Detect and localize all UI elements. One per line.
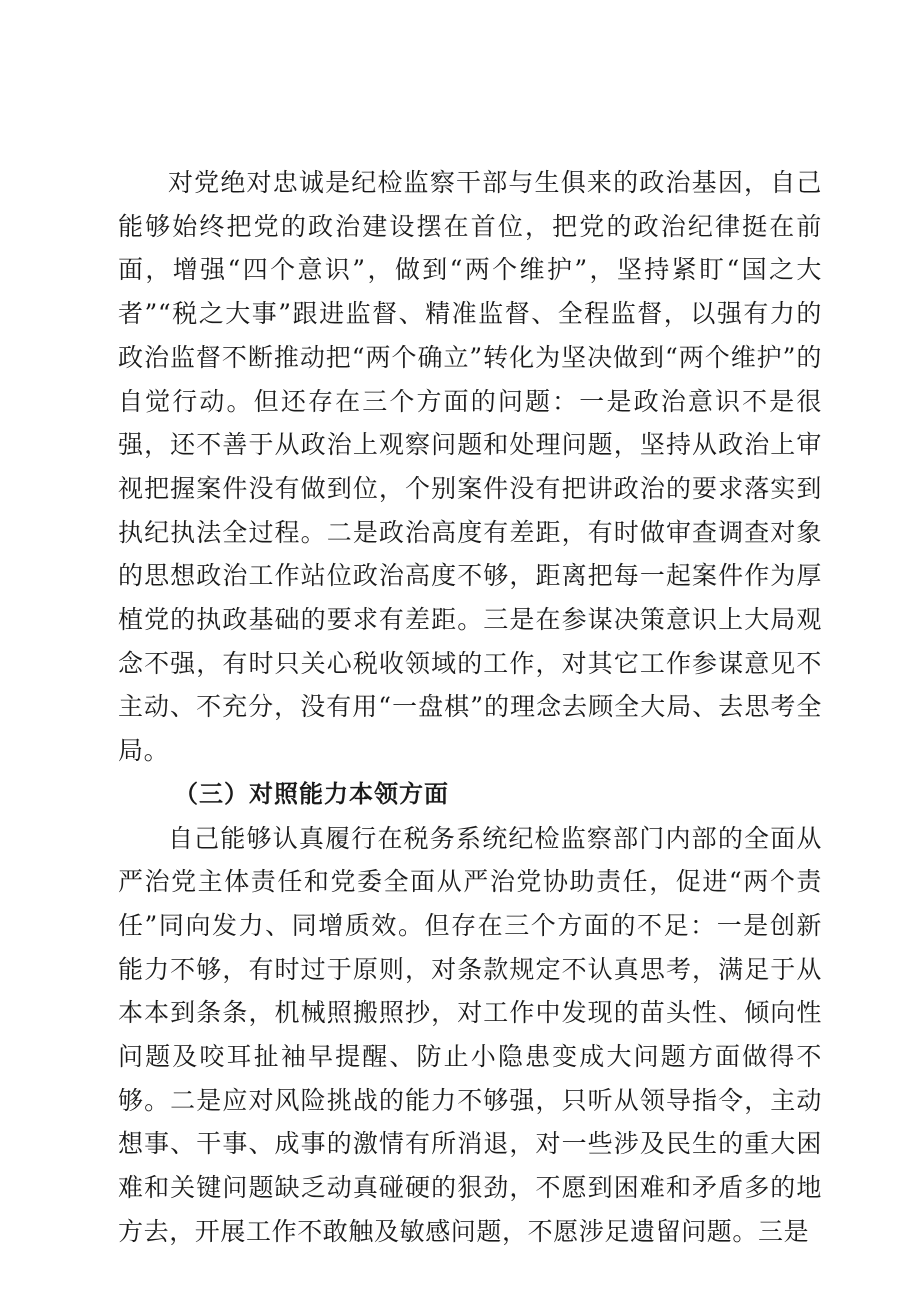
- paragraph-ability: 自己能够认真履行在税务系统纪检监察部门内部的全面从严治党主体责任和党委全面从严治党协助责任，促进“两个责任”同向发力、同增质效。但存在三个方面的不足：一是创新能力不够，有时过于原则，对条款规定不认真思考，满足于从本本到条条，机械照搬照抄，对工作中发现的苗头性、倾向性问题及咬耳扯袖早提醒、防止小隐患变成大问题方面做得不够。二是应对风险挑战的能力不够强，只听从领导指令，主动想事、干事、成事的激情有所消退，对一些涉及民生的重大困难和关键问题缺乏动真碰硬的狠劲，不愿到困难和矛盾多的地方去，开展工作不敢触及敏感问题，不愿涉足遗留问题。三是: [118, 823, 822, 1246]
- document-body: [118, 161, 822, 1254]
- section-heading-ability: （三）对照能力本领方面: [174, 779, 449, 808]
- paragraph-political-loyalty: 对党绝对忠诚是纪检监察干部与生俱来的政治基因，自己能够始终把党的政治建设摆在首位，把党的政治纪律挺在前面，增强“四个意识”，做到“两个维护”，坚持紧盯“国之大者”“税之大事”跟进监督、精准监督、全程监督，以强有力的政治监督不断推动把“两个确立”转化为坚决做到“两个维护”的自觉行动。但还存在三个方面的问题：一是政治意识不是很强，还不善于从政治上观察问题和处理问题，坚持从政治上审视把握案件没有做到位，个别案件没有把讲政治的要求落实到执纪执法全过程。二是政治高度有差距，有时做审查调查对象的思想政治工作站位政治高度不够，距离把每一起案件作为厚植党的执政基础的要求有差距。三是在参谋决策意识上大局观念不强，有时只关心税收领域的工作，对其它工作参谋意见不主动、不充分，没有用“一盘棋”的理念去顾全大局、去思考全局。: [118, 168, 822, 766]
